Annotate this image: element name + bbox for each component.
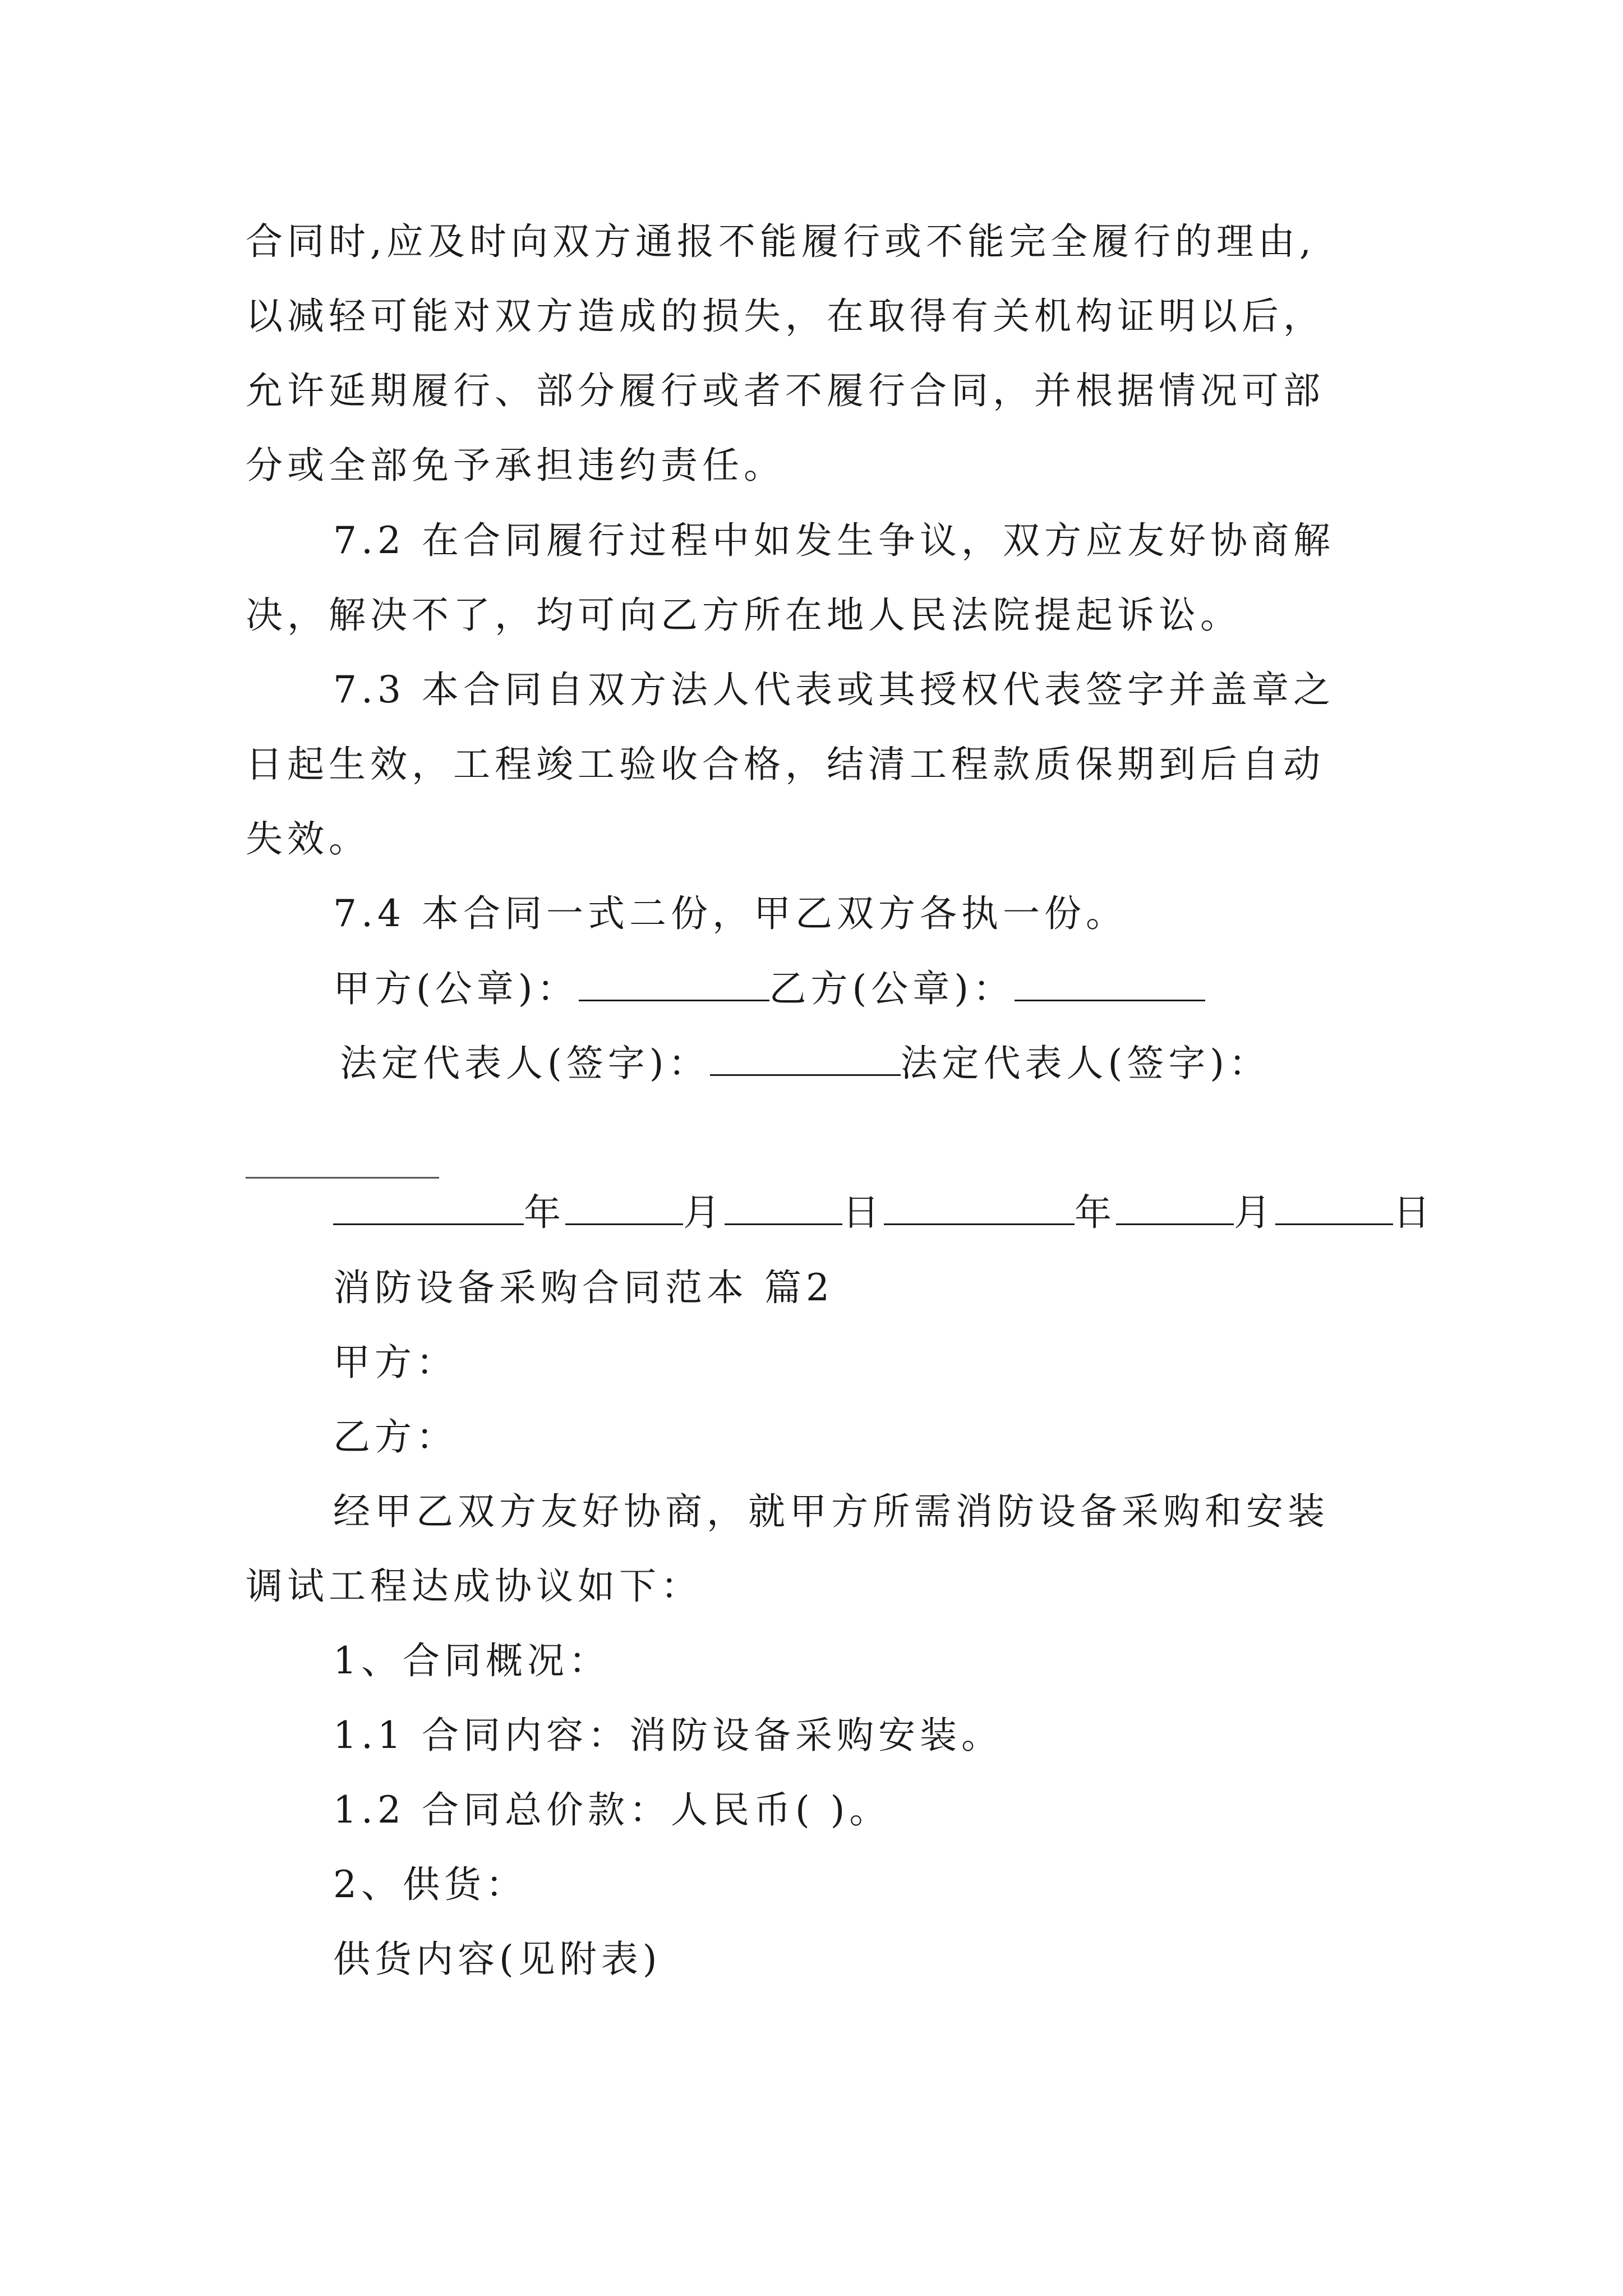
- party-a-seal-label: 甲方(公章)：: [333, 967, 579, 1010]
- month-blank-b: [1116, 1192, 1234, 1225]
- intro-line: 调试工程达成协议如下：: [246, 1565, 702, 1608]
- legal-rep-b-label: 法定代表人(签字)：: [900, 1042, 1270, 1085]
- party-b-seal-label: 乙方(公章)：: [769, 967, 1015, 1010]
- legal-rep-a-blank: [710, 1043, 901, 1076]
- party-a-line: 甲方：: [333, 1341, 458, 1384]
- clause-7-3-line: 7.3 本合同自双方法人代表或其授权代表签字并盖章之: [333, 668, 1335, 711]
- section-heading: 消防设备采购合同范本 篇2: [333, 1266, 834, 1309]
- paragraph-line: 合同时,应及时向双方通报不能履行或不能完全履行的理由,: [246, 220, 1316, 263]
- day-label-a: 日: [842, 1191, 884, 1234]
- clause-7-4: 7.4 本合同一式二份，甲乙双方各执一份。: [333, 892, 1127, 935]
- supply-content: 供货内容(见附表): [333, 1938, 662, 1981]
- legal-rep-b-blank: [246, 1177, 439, 1179]
- month-label-a: 月: [683, 1191, 725, 1234]
- clause-7-3-line: 失效。: [246, 817, 370, 861]
- paragraph-line: 以减轻可能对双方造成的损失，在取得有关机构证明以后，: [246, 295, 1325, 338]
- seal-line: [333, 963, 1205, 1015]
- clause-7-3-line: 日起生效，工程竣工验收合格，结清工程款质保期到后自动: [246, 743, 1325, 786]
- year-label-a: 年: [524, 1191, 565, 1234]
- year-blank-a: [333, 1192, 524, 1225]
- party-b-seal-blank: [1015, 968, 1205, 1001]
- party-a-seal-blank: [579, 968, 769, 1001]
- intro-line: 经甲乙双方友好协商，就甲方所需消防设备采购和安装: [333, 1490, 1329, 1533]
- legal-rep-line: [340, 1038, 1270, 1089]
- month-blank-a: [565, 1192, 683, 1225]
- item-2-heading: 2、供货：: [333, 1863, 527, 1906]
- paragraph-line: 允许延期履行、部分履行或者不履行合同，并根据情况可部: [246, 369, 1325, 412]
- clause-7-2-line: 7.2 在合同履行过程中如发生争议，双方应友好协商解: [333, 519, 1335, 562]
- month-label-b: 月: [1234, 1191, 1275, 1234]
- day-blank-b: [1275, 1192, 1393, 1225]
- legal-rep-a-label: 法定代表人(签字)：: [340, 1042, 710, 1085]
- paragraph-line: 分或全部免予承担违约责任。: [246, 444, 785, 487]
- year-label-b: 年: [1075, 1191, 1116, 1234]
- clause-7-2-line: 决，解决不了，均可向乙方所在地人民法院提起诉讼。: [246, 593, 1242, 637]
- party-b-line: 乙方：: [333, 1415, 458, 1458]
- year-blank-b: [884, 1192, 1075, 1225]
- day-blank-a: [725, 1192, 842, 1225]
- day-label-b: 日: [1393, 1191, 1435, 1234]
- item-1-heading: 1、合同概况：: [333, 1639, 610, 1682]
- date-line: [333, 1187, 1435, 1239]
- item-1-2: 1.2 合同总价款：人民币( )。: [333, 1788, 891, 1832]
- item-1-1: 1.1 合同内容：消防设备采购安装。: [333, 1714, 1003, 1757]
